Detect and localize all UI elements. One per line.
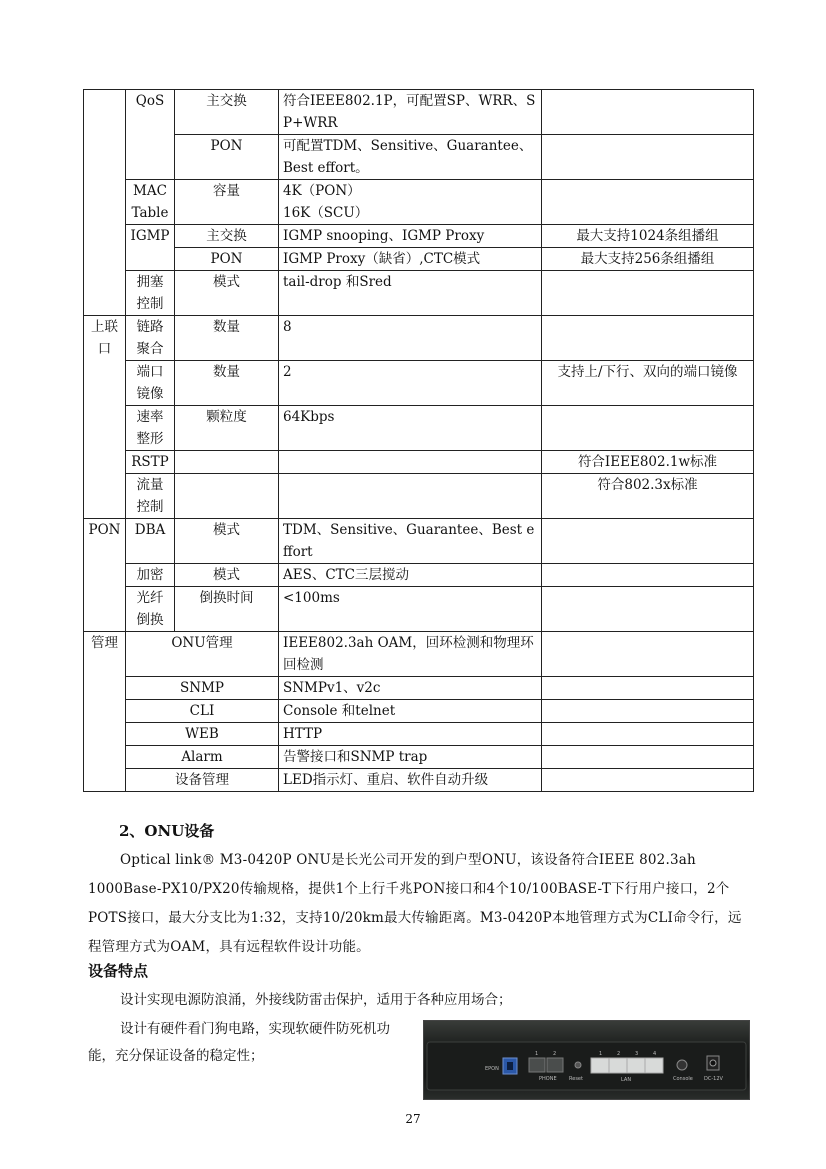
value-cell: Console 和telnet — [279, 700, 542, 723]
table-row — [84, 632, 754, 677]
group-uplink: 上联口 — [84, 316, 126, 519]
row-label-mac: MAC Table — [126, 180, 175, 225]
row-label: RSTP — [126, 451, 175, 474]
mac-line-2: 16K（SCU） — [283, 205, 369, 221]
phone-port — [529, 1058, 545, 1072]
features-title: 设备特点 — [88, 962, 149, 980]
remark-cell — [542, 587, 754, 632]
sub-label: 模式 — [175, 519, 279, 564]
value-cell — [279, 451, 542, 474]
remark-cell: 符合IEEE802.1w标准 — [542, 451, 754, 474]
sub-label: 倒换时间 — [175, 587, 279, 632]
group-mgmt: 管理 — [84, 632, 126, 792]
row-label: 链路聚合 — [126, 316, 175, 361]
console-label: Console — [673, 1076, 693, 1082]
dc-label: DC-12V — [704, 1076, 723, 1082]
row-label-igmp: IGMP — [126, 225, 175, 271]
sub-label: 数量 — [175, 316, 279, 361]
table-row — [84, 700, 754, 723]
page-number: 27 — [405, 1112, 421, 1126]
lan-label: LAN — [621, 1077, 632, 1083]
value-cell — [279, 474, 542, 519]
feature-item: 设计有硬件看门狗电路，实现软硬件防死机功能，充分保证设备的稳定性； — [88, 1021, 390, 1064]
pon-port-hole — [507, 1062, 513, 1070]
value-cell: <100ms — [279, 587, 542, 632]
value-cell: HTTP — [279, 723, 542, 746]
epon-label: EPON — [485, 1066, 499, 1072]
group-pon: PON — [84, 519, 126, 632]
table-row — [84, 316, 754, 361]
lan-port — [645, 1058, 663, 1073]
value-cell: 符合IEEE802.1P，可配置SP、WRR、SP+WRR — [279, 90, 542, 135]
reset-button — [575, 1062, 581, 1068]
device-photo — [423, 1020, 750, 1100]
table-row — [84, 406, 754, 451]
table-row — [84, 746, 754, 769]
remark-cell — [542, 180, 754, 225]
sub-label: 主交换 — [175, 225, 279, 248]
remark-cell: 最大支持1024条组播组 — [542, 225, 754, 248]
row-label: 速率整形 — [126, 406, 175, 451]
remark-cell — [542, 677, 754, 700]
reset-label: Reset — [569, 1076, 583, 1082]
sub-label — [175, 474, 279, 519]
value-cell: SNMPv1、v2c — [279, 677, 542, 700]
table-row — [84, 769, 754, 792]
port-num: 2 — [617, 1051, 621, 1057]
row-label: DBA — [126, 519, 175, 564]
value-cell: 2 — [279, 361, 542, 406]
table-row — [84, 677, 754, 700]
remark-cell — [542, 632, 754, 677]
row-label: 设备管理 — [126, 769, 279, 792]
table-row — [84, 587, 754, 632]
sub-label: PON — [175, 248, 279, 271]
lan-port — [609, 1058, 627, 1073]
value-cell: TDM、Sensitive、Guarantee、Best effort — [279, 519, 542, 564]
remark-cell: 最大支持256条组播组 — [542, 248, 754, 271]
section-paragraph: Optical link® M3-0420P ONU是长光公司开发的到户型ONU，该设备符合IEEE 802.3ah 1000Base-PX10/PX20传输规格，提供1个上行千兆PON接口和4个10/100BASE-T下行用户接口，2个POTS接口，最大分支比为1:32，支持10/20km最大传输距离。M3-0420P本地管理方式为CLI命令行，远程管理方式为OAM，具有远程软件设计功能。 — [88, 852, 742, 955]
remark-cell — [542, 406, 754, 451]
table-row — [84, 135, 754, 180]
table-row — [84, 564, 754, 587]
value-cell: IEEE802.3ah OAM，回环检测和物理环回检测 — [279, 632, 542, 677]
value-cell: 告警接口和SNMP trap — [279, 746, 542, 769]
table-row — [84, 225, 754, 248]
row-label-congestion: 拥塞控制 — [126, 271, 175, 316]
remark-cell: 支持上/下行、双向的端口镜像 — [542, 361, 754, 406]
sub-label: 容量 — [175, 180, 279, 225]
remark-cell — [542, 519, 754, 564]
remark-cell — [542, 723, 754, 746]
table-row — [84, 90, 754, 135]
remark-cell — [542, 564, 754, 587]
port-num: 3 — [635, 1051, 639, 1057]
device-rear-panel — [423, 1020, 750, 1100]
section-title: 2、ONU设备 — [119, 822, 215, 840]
row-label: 端口镜像 — [126, 361, 175, 406]
group-cell-top — [84, 90, 126, 316]
value-cell: AES、CTC三层搅动 — [279, 564, 542, 587]
table-row — [84, 248, 754, 271]
port-num: 1 — [599, 1051, 603, 1057]
row-label: Alarm — [126, 746, 279, 769]
remark-cell — [542, 700, 754, 723]
remark-cell — [542, 316, 754, 361]
lan-port — [627, 1058, 645, 1073]
table-row — [84, 451, 754, 474]
mac-line-1: 4K（PON） — [283, 183, 361, 199]
table-row — [84, 361, 754, 406]
row-label-qos: QoS — [126, 90, 175, 180]
table-row — [84, 723, 754, 746]
table-row — [84, 474, 754, 519]
value-cell — [279, 180, 542, 225]
remark-cell — [542, 769, 754, 792]
value-cell: 8 — [279, 316, 542, 361]
sub-label: PON — [175, 135, 279, 180]
table-row — [84, 180, 754, 225]
table-row — [84, 519, 754, 564]
spec-table — [83, 89, 754, 792]
feature-item: 设计实现电源防浪涌，外接线防雷击保护，适用于各种应用场合； — [120, 992, 512, 1008]
remark-cell — [542, 90, 754, 135]
value-cell: LED指示灯、重启、软件自动升级 — [279, 769, 542, 792]
remark-cell — [542, 271, 754, 316]
value-cell: 64Kbps — [279, 406, 542, 451]
row-label: CLI — [126, 700, 279, 723]
sub-label — [175, 451, 279, 474]
port-num: 2 — [553, 1051, 557, 1057]
sub-label: 数量 — [175, 361, 279, 406]
console-port — [677, 1060, 687, 1070]
sub-label: 模式 — [175, 271, 279, 316]
row-label: ONU管理 — [126, 632, 279, 677]
row-label: SNMP — [126, 677, 279, 700]
port-num: 1 — [535, 1051, 539, 1057]
value-cell: 可配置TDM、Sensitive、Guarantee、Best effort。 — [279, 135, 542, 180]
row-label: 流量控制 — [126, 474, 175, 519]
lan-port — [591, 1058, 609, 1073]
sub-label: 主交换 — [175, 90, 279, 135]
table-row — [84, 271, 754, 316]
value-cell: IGMP Proxy（缺省）,CTC模式 — [279, 248, 542, 271]
row-label: 光纤倒换 — [126, 587, 175, 632]
remark-cell: 符合802.3x标准 — [542, 474, 754, 519]
sub-label: 颗粒度 — [175, 406, 279, 451]
row-label: WEB — [126, 723, 279, 746]
row-label: 加密 — [126, 564, 175, 587]
value-cell: IGMP snooping、IGMP Proxy — [279, 225, 542, 248]
remark-cell — [542, 746, 754, 769]
port-num: 4 — [653, 1051, 657, 1057]
remark-cell — [542, 135, 754, 180]
value-cell: tail-drop 和Sred — [279, 271, 542, 316]
phone-label: PHONE — [539, 1076, 557, 1082]
sub-label: 模式 — [175, 564, 279, 587]
dc-jack-hole — [710, 1060, 716, 1066]
phone-port — [547, 1058, 563, 1072]
